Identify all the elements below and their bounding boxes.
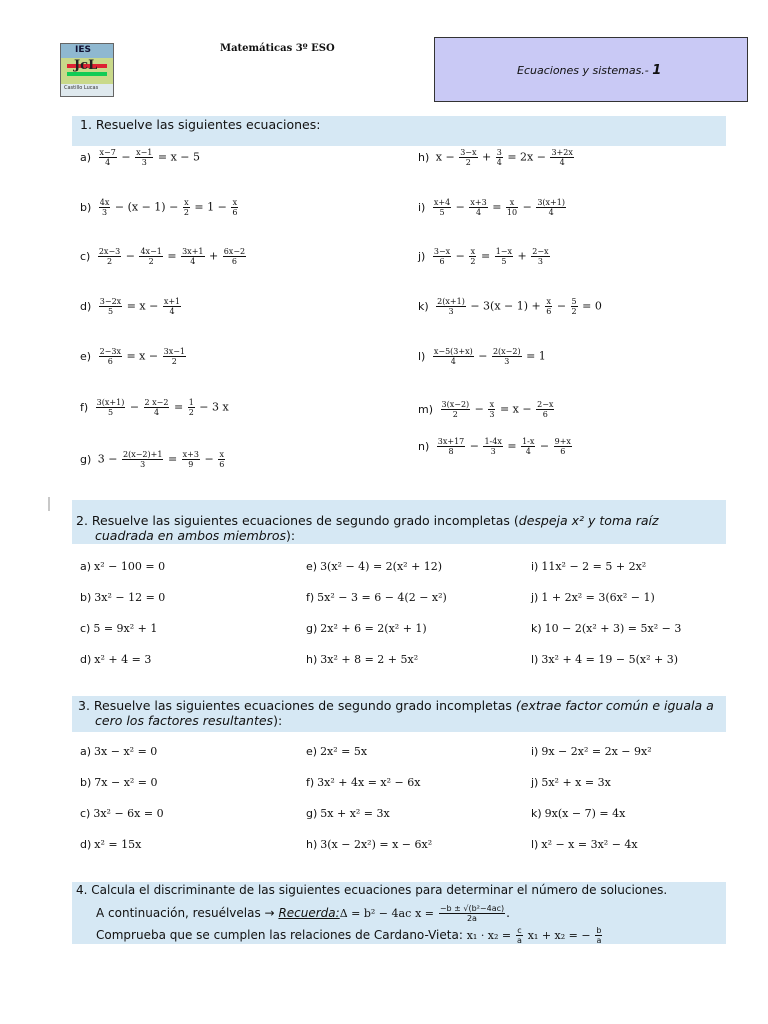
fraction: $\frac{x}{6}$ [219, 450, 225, 469]
eq-1l: l) $\frac{x-5(3+x)}{4}$ − $\frac{2(x-2)}{3}$ = 1 [418, 347, 546, 366]
eq-label: c) [80, 249, 91, 263]
logo-mid-text: JcL [74, 58, 98, 73]
eq-1i: i) $\frac{x+4}{5}$ − $\frac{x+3}{4}$ = $\frac{x}{10}$ − $\frac{3(x+1)}{4}$ [418, 198, 565, 217]
fraction: $\frac{2 x-2}{4}$ [144, 398, 169, 417]
fraction: $\frac{1-x}{4}$ [522, 437, 535, 456]
school-logo [60, 43, 114, 97]
eq-1f: f) $\frac{3(x+1)}{5}$ − $\frac{2 x-2}{4}$ = $\frac{1}{2}$ − 3 x [80, 398, 229, 417]
fraction: $\frac{1}{2}$ [188, 398, 194, 417]
fraction: $\frac{9+x}{6}$ [554, 437, 571, 456]
fraction: $\frac{5}{2}$ [571, 297, 577, 316]
fraction: $\frac{4x}{3}$ [99, 198, 110, 217]
fraction: $\frac{3(x-2)}{2}$ [441, 400, 470, 419]
section-1-title: 1. Resuelve las siguientes ecuaciones: [80, 117, 321, 132]
eq-label: f) [80, 400, 89, 414]
eq-1k: k) $\frac{2(x+1)}{3}$ − 3(x − 1) + $\frac{x}{6}$ − $\frac{5}{2}$ = 0 [418, 297, 602, 316]
fraction: $\frac{3-x}{6}$ [433, 247, 451, 266]
fraction: $\frac{x-7}{4}$ [99, 148, 116, 167]
topic-text: Ecuaciones y sistemas.- [517, 64, 649, 77]
eq-2k: k) 10 − 2(x² + 3) = 5x² − 3 [531, 622, 682, 635]
eq-1n: n) $\frac{3x+17}{8}$ − $\frac{1-4x}{3}$ = $\frac{1-x}{4}$ − $\frac{9+x}{6}$ [418, 437, 571, 456]
fraction: $\frac{2-x}{3}$ [532, 247, 549, 266]
eq-1d: d) $\frac{3-2x}{5}$ = x − $\frac{x+1}{4}$ [80, 297, 181, 316]
section-4-line2: A continuación, resuélvelas → Recuerda:Δ = b² − 4ac x = $\frac{\text{−b ± √(b²−4ac)}}{2a}$ . [96, 904, 510, 923]
logo-top-text: IES [75, 45, 91, 55]
eq-1c: c) $\frac{2x-3}{2}$ − $\frac{4x-1}{2}$ = $\frac{3x+1}{4}$ + $\frac{6x-2}{6}$ [80, 247, 246, 266]
fraction: $\frac{3(x+1)}{4}$ [537, 198, 565, 217]
eq-label: e) [80, 349, 92, 363]
eq-label: n) [418, 439, 430, 453]
eq-label: i) [418, 200, 426, 214]
eq-1j: j) $\frac{3-x}{6}$ − $\frac{x}{2}$ = $\frac{1-x}{5}$ + $\frac{2-x}{3}$ [418, 247, 549, 266]
eq-label: g) [80, 452, 92, 466]
fraction: $\frac{x}{3}$ [489, 400, 495, 419]
fraction: $\frac{4x-1}{2}$ [140, 247, 162, 266]
eq-2l: l) 3x² + 4 = 19 − 5(x² + 3) [531, 653, 678, 666]
section-4-line3: Comprueba que se cumplen las relaciones de Cardano-Vieta: x₁ · x₂ = $\frac{c}{a}$ x₁ + x₂ = − $\frac{b}{a}$ [96, 926, 602, 945]
fraction: $\frac{x}{2}$ [183, 198, 189, 217]
fraction: $\frac{3}{4}$ [496, 148, 502, 167]
topic-number: 1 [652, 63, 662, 78]
eq-3j: j) 5x² + x = 3x [531, 776, 611, 789]
fraction: $\frac{x-1}{3}$ [136, 148, 153, 167]
fraction: $\frac{3x+17}{8}$ [437, 437, 465, 456]
eq-label: a) [80, 150, 92, 164]
eq-2c: c) 5 = 9x² + 1 [80, 622, 158, 635]
eq-3k: k) 9x(x − 7) = 4x [531, 807, 626, 820]
fraction: $\frac{2-3x}{6}$ [99, 347, 121, 366]
eq-1e: e) $\frac{2-3x}{6}$ = x − $\frac{3x-1}{2}$ [80, 347, 186, 366]
eq-1m: m) $\frac{3(x-2)}{2}$ − $\frac{x}{3}$ = x − $\frac{2-x}{6}$ [418, 400, 554, 419]
fraction: $\frac{c}{a}$ [516, 926, 522, 945]
divider-mark [48, 497, 50, 511]
eq-3f: f) 3x² + 4x = x² − 6x [306, 776, 421, 789]
eq-3c: c) 3x² − 6x = 0 [80, 807, 164, 820]
eq-2h: h) 3x² + 8 = 2 + 5x² [306, 653, 419, 666]
fraction: $\frac{3+2x}{4}$ [551, 148, 573, 167]
eq-1h: h) x − $\frac{3-x}{2}$ + $\frac{3}{4}$ = 2x − $\frac{3+2x}{4}$ [418, 148, 573, 167]
fraction: $\frac{2(x+1)}{3}$ [437, 297, 465, 316]
eq-3d: d) x² = 15x [80, 838, 142, 851]
topic-title [517, 63, 661, 78]
fraction: $\frac{x+3}{4}$ [470, 198, 487, 217]
section-3-title: 3. Resuelve las siguientes ecuaciones de segundo grado incompletas (extrae factor común e iguala a cero los factores resultantes): [78, 698, 714, 728]
fraction: $\frac{x}{6}$ [546, 297, 552, 316]
fraction: $\frac{1-4x}{3}$ [484, 437, 502, 456]
course-title: Matemáticas 3º ESO [220, 43, 335, 54]
eq-2d: d) x² + 4 = 3 [80, 653, 152, 666]
fraction: $\frac{x+3}{9}$ [182, 450, 199, 469]
eq-3b: b) 7x − x² = 0 [80, 776, 158, 789]
eq-2i: i) 11x² − 2 = 5 + 2x² [531, 560, 647, 573]
logo-bottom-text: Castillo Lucas [64, 85, 99, 91]
eq-label: m) [418, 402, 434, 416]
eq-2e: e) 3(x² − 4) = 2(x² + 12) [306, 560, 443, 573]
eq-2g: g) 2x² + 6 = 2(x² + 1) [306, 622, 427, 635]
fraction: $\frac{x}{2}$ [470, 247, 476, 266]
eq-2a: a) x² − 100 = 0 [80, 560, 166, 573]
recuerda-link[interactable]: Recuerda: [278, 906, 340, 920]
fraction: $\frac{2(x-2)}{3}$ [492, 347, 521, 366]
section-2-title: 2. Resuelve las siguientes ecuaciones de segundo grado incompletas (despeja x² y toma raíz cuadrada en ambos miembros): [76, 513, 659, 543]
fraction: $\frac{3-x}{2}$ [460, 148, 477, 167]
eq-label: k) [418, 299, 429, 313]
quadratic-formula-fraction: $\frac{\text{−b ± √(b²−4ac)}}{2a}$ [439, 904, 505, 923]
eq-label: d) [80, 299, 92, 313]
fraction: $\frac{3-2x}{5}$ [99, 297, 122, 316]
fraction: $\frac{3(x+1)}{5}$ [96, 398, 125, 417]
fraction: $\frac{6x-2}{6}$ [223, 247, 246, 266]
eq-3a: a) 3x − x² = 0 [80, 745, 158, 758]
section-4-line1: 4. Calcula el discriminante de las siguientes ecuaciones para determinar el número de soluciones. [76, 883, 668, 897]
eq-label: h) [418, 150, 430, 164]
fraction: $\frac{2-x}{6}$ [537, 400, 554, 419]
eq-2j: j) 1 + 2x² = 3(6x² − 1) [531, 591, 655, 604]
fraction: $\frac{2x-3}{2}$ [98, 247, 121, 266]
eq-1b: b) $\frac{4x}{3}$ − (x − 1) − $\frac{x}{2}$ = 1 − $\frac{x}{6}$ [80, 198, 238, 217]
fraction: $\frac{3x-1}{2}$ [163, 347, 186, 366]
eq-label: l) [418, 349, 426, 363]
fraction: $\frac{x+1}{4}$ [163, 297, 181, 316]
eq-2f: f) 5x² − 3 = 6 − 4(2 − x²) [306, 591, 447, 604]
eq-3i: i) 9x − 2x² = 2x − 9x² [531, 745, 652, 758]
eq-label: j) [418, 249, 426, 263]
fraction: $\frac{x}{6}$ [232, 198, 238, 217]
fraction: $\frac{x+4}{5}$ [433, 198, 451, 217]
eq-3g: g) 5x + x² = 3x [306, 807, 390, 820]
eq-2b: b) 3x² − 12 = 0 [80, 591, 166, 604]
topic-box [434, 37, 748, 102]
eq-1a: a) $\frac{x-7}{4}$ − $\frac{x-1}{3}$ = x − 5 [80, 148, 201, 167]
eq-1g: g) 3 − $\frac{2(x-2)+1}{3}$ = $\frac{x+3}{9}$ − $\frac{x}{6}$ [80, 450, 225, 469]
fraction: $\frac{x-5(3+x)}{4}$ [433, 347, 473, 366]
eq-3l: l) x² − x = 3x² − 4x [531, 838, 638, 851]
fraction: $\frac{x}{10}$ [506, 198, 518, 217]
eq-3h: h) 3(x − 2x²) = x − 6x² [306, 838, 433, 851]
fraction: $\frac{2(x-2)+1}{3}$ [123, 450, 163, 469]
fraction: $\frac{1-x}{5}$ [495, 247, 513, 266]
eq-label: b) [80, 200, 92, 214]
eq-3e: e) 2x² = 5x [306, 745, 368, 758]
fraction: $\frac{b}{a}$ [596, 926, 602, 945]
fraction: $\frac{3x+1}{4}$ [182, 247, 204, 266]
